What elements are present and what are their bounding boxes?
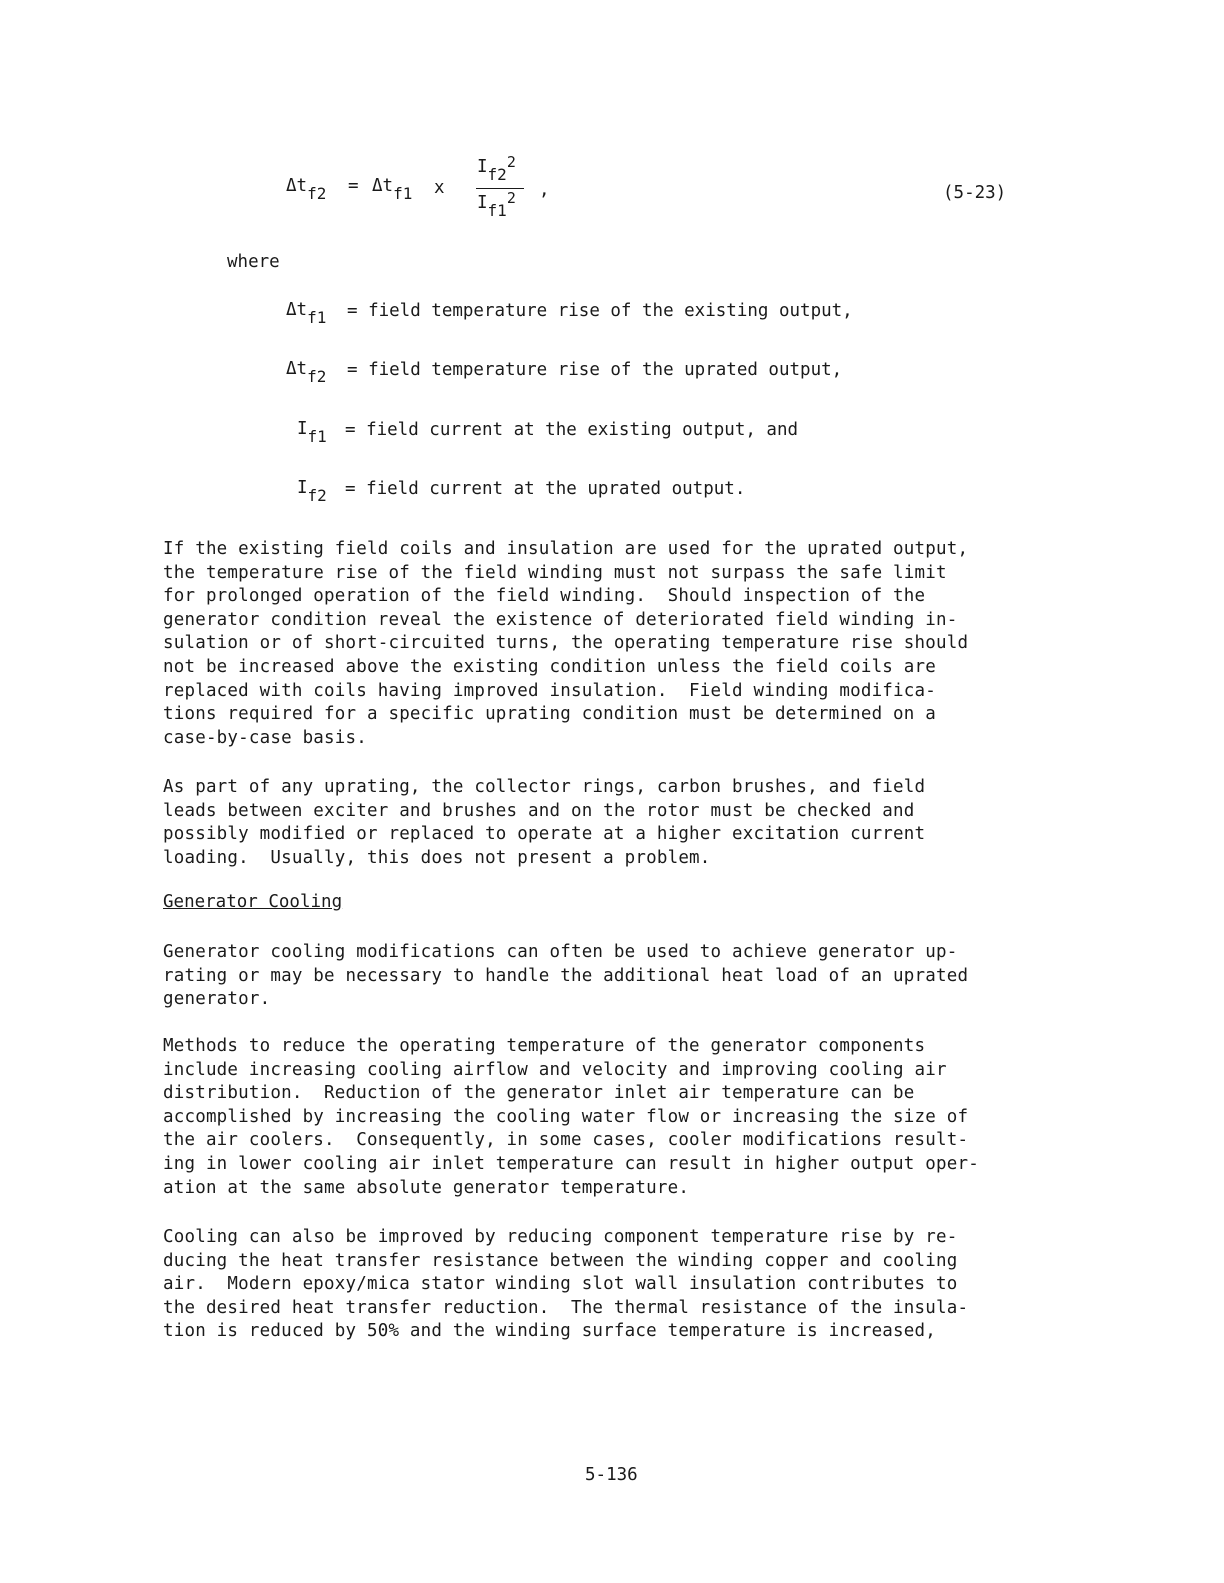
- lhs-subscript: f2: [307, 184, 327, 203]
- definition-item: [286, 359, 327, 386]
- text-line: If the existing field coils and insulation are used for the uprated output,: [163, 539, 969, 559]
- definition-subscript: f1: [307, 427, 327, 446]
- text-line: generator.: [163, 989, 271, 1010]
- definition-item: [286, 300, 327, 327]
- term-symbol: Δt: [372, 176, 394, 196]
- definition-symbol: Δt: [286, 359, 308, 379]
- text-line: case-by-case basis.: [163, 727, 367, 748]
- times-sign: x: [434, 178, 445, 198]
- equation-number: (5-23): [943, 183, 1007, 203]
- text-line: sulation or of short-circuited turns, the operating temperature rise should: [163, 633, 969, 654]
- definition-subscript: f2: [307, 367, 327, 386]
- text-line: Cooling can also be improved by reducing component temperature rise by re-: [163, 1227, 958, 1247]
- definition-subscript: f1: [307, 308, 327, 327]
- denominator-exponent: 2: [506, 189, 516, 207]
- where-label: where: [227, 252, 280, 272]
- text-line: for prolonged operation of the field winding. Should inspection of the: [163, 586, 926, 607]
- lhs-symbol: Δt: [286, 176, 308, 196]
- paragraph-heat-transfer: [163, 1226, 1068, 1344]
- text-line: leads between exciter and brushes and on the rotor must be checked and: [163, 800, 915, 821]
- term-subscript: f1: [393, 184, 413, 203]
- definition-text: = field temperature rise of the existing output,: [347, 301, 853, 321]
- text-line: tions required for a specific uprating condition must be determined on a: [163, 704, 936, 725]
- paragraph-cooling-methods: [163, 1035, 1068, 1200]
- text-line: ducing the heat transfer resistance between the winding copper and cooling: [163, 1250, 958, 1271]
- text-line: loading. Usually, this does not present a problem.: [163, 847, 711, 868]
- text-line: distribution. Reduction of the generator inlet air temperature can be: [163, 1083, 915, 1104]
- text-line: As part of any uprating, the collector rings, carbon brushes, and field: [163, 777, 926, 797]
- definition-symbol: Δt: [286, 300, 308, 320]
- fraction-bar: [476, 188, 524, 189]
- equation-term: [372, 176, 413, 203]
- text-line: Methods to reduce the operating temperature of the generator components: [163, 1036, 926, 1056]
- page-number: 5-136: [585, 1465, 638, 1485]
- text-line: replaced with coils having improved insulation. Field winding modifica-: [163, 680, 936, 701]
- denominator-symbol: I: [477, 193, 488, 213]
- fraction-denominator: [477, 189, 516, 220]
- text-line: ation at the same absolute generator temperature.: [163, 1177, 690, 1198]
- text-line: the temperature rise of the field winding must not surpass the safe limit: [163, 562, 947, 583]
- section-heading: Generator Cooling: [163, 892, 343, 912]
- definition-item: [297, 419, 327, 446]
- paragraph-field-insulation: [163, 538, 1068, 750]
- text-line: the desired heat transfer reduction. The thermal resistance of the insula-: [163, 1297, 969, 1318]
- paragraph-collector-rings: [163, 776, 1068, 870]
- numerator-exponent: 2: [506, 153, 516, 171]
- numerator-subscript: f2: [487, 165, 507, 184]
- text-line: rating or may be necessary to handle the additional heat load of an uprated: [163, 965, 969, 986]
- definition-symbol: I: [297, 419, 308, 439]
- text-line: not be increased above the existing condition unless the field coils are: [163, 656, 936, 677]
- text-line: tion is reduced by 50% and the winding surface temperature is increased,: [163, 1321, 936, 1342]
- text-line: possibly modified or replaced to operate at a higher excitation current: [163, 824, 926, 845]
- definition-item: [297, 478, 327, 505]
- equation-lhs: [286, 176, 327, 203]
- paragraph-cooling-intro: [163, 941, 1068, 1012]
- definition-text: = field current at the uprated output.: [345, 479, 746, 499]
- text-line: include increasing cooling airflow and velocity and improving cooling air: [163, 1059, 947, 1080]
- text-line: accomplished by increasing the cooling water flow or increasing the size of: [163, 1106, 969, 1127]
- text-line: air. Modern epoxy/mica stator winding slot wall insulation contributes to: [163, 1274, 958, 1295]
- definition-subscript: f2: [307, 486, 327, 505]
- equals-sign: =: [348, 176, 359, 196]
- numerator-symbol: I: [477, 157, 488, 177]
- text-line: ing in lower cooling air inlet temperature can result in higher output oper-: [163, 1153, 979, 1174]
- definition-text: = field temperature rise of the uprated output,: [347, 360, 843, 380]
- fraction-numerator: [477, 153, 516, 184]
- text-line: the air coolers. Consequently, in some cases, cooler modifications result-: [163, 1130, 969, 1151]
- equation-comma: ,: [539, 180, 550, 200]
- denominator-subscript: f1: [487, 201, 507, 220]
- definition-symbol: I: [297, 478, 308, 498]
- definition-text: = field current at the existing output, and: [345, 420, 799, 440]
- text-line: Generator cooling modifications can often be used to achieve generator up-: [163, 942, 958, 962]
- text-line: generator condition reveal the existence of deteriorated field winding in-: [163, 609, 958, 630]
